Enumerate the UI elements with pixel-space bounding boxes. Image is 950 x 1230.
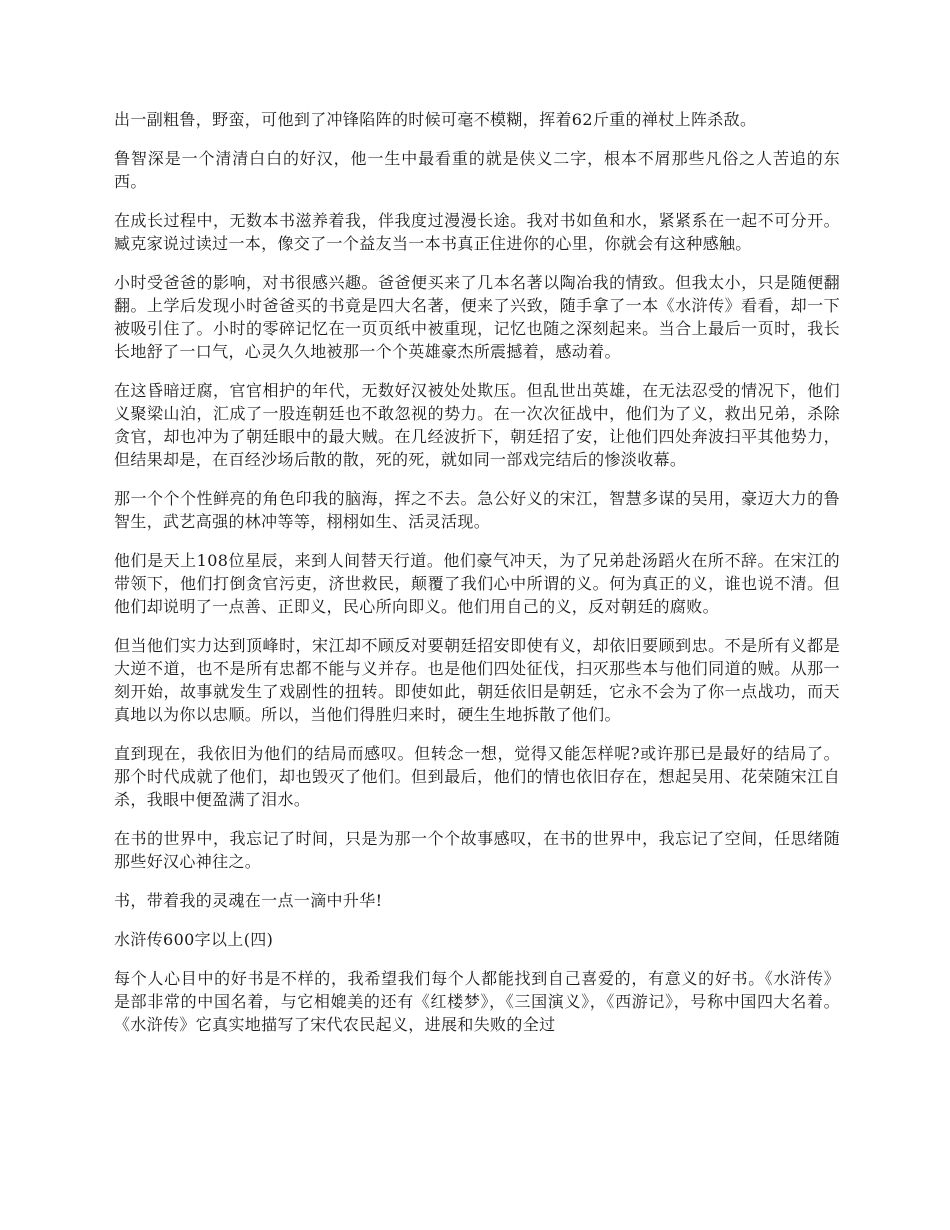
paragraph-7: 他们是天上108位星辰，来到人间替天行道。他们豪气冲天，为了兄弟赴汤蹈火在所不辞。在宋江的带领下，他们打倒贪官污吏，济世救民，颠覆了我们心中所谓的义。何为真正的义，谁也说不清。但他们却说明了一点善、正即义，民心所向即义。他们用自己的义，反对朝廷的腐败。 (114, 551, 840, 616)
paragraph-4: 小时受爸爸的影响，对书很感兴趣。爸爸便买来了几本名著以陶冶我的情致。但我太小，只是随便翻翻。上学后发现小时爸爸买的书竟是四大名著，便来了兴致，随手拿了一本《水浒传》看看，却一下被吸引住了。小时的零碎记忆在一页页纸中被重现，记忆也随之深刻起来。当合上最后一页时，我长长地舒了一口气，心灵久久地被那一个个英雄豪杰所震撼着，感动着。 (114, 273, 840, 361)
paragraph-9: 直到现在，我依旧为他们的结局而感叹。但转念一想，觉得又能怎样呢?或许那已是最好的结局了。那个时代成就了他们，却也毁灭了他们。但到最后，他们的情也依旧存在，想起吴用、花荣随宋江自杀，我眼中便盈满了泪水。 (114, 744, 840, 809)
paragraph-3: 在成长过程中，无数本书滋养着我，伴我度过漫漫长途。我对书如鱼和水，紧紧系在一起不可分开。臧克家说过读过一本，像交了一个益友当一本书真正住进你的心里，你就会有这种感触。 (114, 211, 840, 253)
paragraph-11: 书，带着我的灵魂在一点一滴中升华! (114, 891, 383, 910)
paragraph-6: 那一个个个性鲜亮的角色印我的脑海，挥之不去。急公好义的宋江，智慧多谋的吴用，豪迈大力的鲁智生，武艺高强的林冲等等，栩栩如生、活灵活现。 (114, 489, 840, 531)
document-body (114, 108, 840, 1052)
paragraph-8: 但当他们实力达到顶峰时，宋江却不顾反对要朝廷招安即使有义，却依旧要顾到忠。不是所有义都是大逆不道，也不是所有忠都不能与义并存。也是他们四处征伐，扫灭那些本与他们同道的贼。从那一刻开始，故事就发生了戏剧性的扭转。即使如此，朝廷依旧是朝廷，它永不会为了你一点战功，而天真地以为你以忠顺。所以，当他们得胜归来时，硬生生地拆散了他们。 (114, 636, 840, 724)
paragraph-2: 鲁智深是一个清清白白的好汉，他一生中最看重的就是侠义二字，根本不屑那些凡俗之人苦追的东西。 (114, 149, 840, 191)
closing-paragraph: 每个人心目中的好书是不样的，我希望我们每个人都能找到自己喜爱的，有意义的好书。《水浒传》是部非常的中国名着，与它相媲美的还有《红楼梦》，《三国演义》，《西游记》，号称中国四大名着。《水浒传》它真实地描写了宋代农民起义，进展和失败的全过 (114, 969, 840, 1034)
section-heading: 水浒传600字以上(四) (114, 930, 274, 949)
paragraph-1: 出一副粗鲁，野蛮，可他到了冲锋陷阵的时候可毫不模糊，挥着62斤重的禅杖上阵杀敌。 (114, 110, 757, 129)
paragraph-10: 在书的世界中，我忘记了时间，只是为那一个个故事感叹，在书的世界中，我忘记了空间，任思绪随那些好汉心神往之。 (114, 829, 840, 871)
paragraph-5: 在这昏暗迂腐，官官相护的年代，无数好汉被处处欺压。但乱世出英雄，在无法忍受的情况下，他们义聚梁山泊，汇成了一股连朝廷也不敢忽视的势力。在一次次征战中，他们为了义，救出兄弟，杀除贪官，却也冲为了朝廷眼中的最大贼。在几经波折下，朝廷招了安，让他们四处奔波扫平其他势力，但结果却是，在百经沙场后散的散，死的死，就如同一部戏完结后的惨淡收幕。 (114, 381, 840, 469)
